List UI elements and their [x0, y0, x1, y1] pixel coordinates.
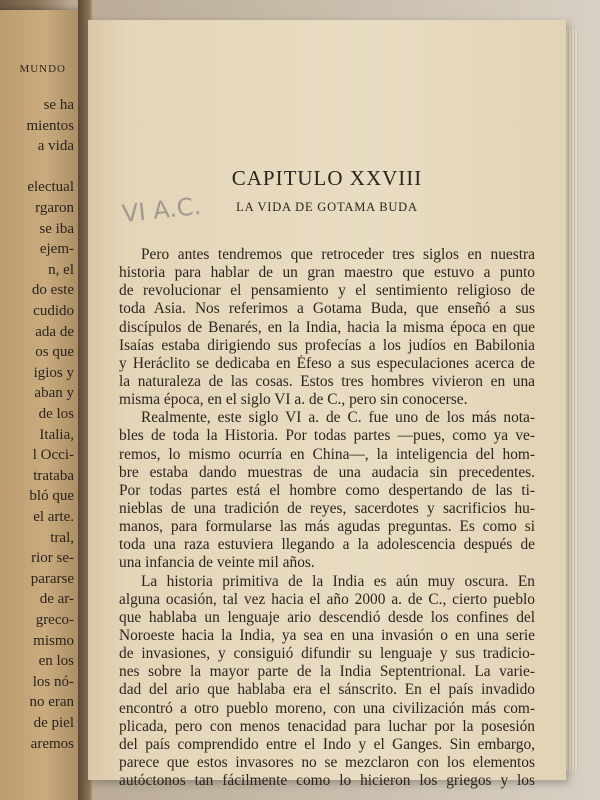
- text-line: historia para hablar de un gran maestro que estuvo a punto: [119, 264, 535, 282]
- left-page-line: de piel: [33, 715, 74, 731]
- left-page-line: igios y: [33, 364, 74, 381]
- text-line: autóctonos tan fácilmente como lo hicieron los griegos y los: [119, 772, 535, 790]
- left-page-line: de los: [38, 406, 74, 422]
- text-line: discípulos de Benarés, en la India, hacia la misma época en que: [119, 318, 535, 336]
- text-line: dad del ario que hablaba era el sánscrito. En el país invadido: [119, 681, 535, 699]
- left-page-line: de ar-: [39, 591, 74, 608]
- text-line: Por todas partes está el hombre como despertando de las ti-: [119, 481, 535, 499]
- text-line: bles de toda la Historia. Por todas partes —pues, como ya ve-: [119, 427, 535, 445]
- left-page-line: mientos: [26, 117, 74, 134]
- text-line: toda Asia. Nos referimos a Gotama Buda, que enseñó a sus: [119, 300, 535, 318]
- text-line: Realmente, este siglo VI a. de C. fue uno de los más nota-: [141, 409, 535, 427]
- text-line: nieblas de una tradición de reyes, sacerdotes y sacrificios hu-: [119, 499, 535, 517]
- left-page-line: trataba: [33, 467, 74, 484]
- handwritten-margin-note: VI A.C.: [120, 191, 203, 229]
- left-page-line: l Occi-: [32, 447, 74, 464]
- left-page-line: los nó-: [32, 673, 74, 690]
- left-page-header: MUNDO: [19, 63, 66, 75]
- left-page-line: mismo: [33, 632, 74, 649]
- text-line: plicada, pero con menos tenacidad para luchar por la posesión: [119, 717, 535, 735]
- left-page-line: se ha: [43, 97, 74, 113]
- left-page-line: se iba: [39, 220, 74, 237]
- text-line: y Heráclito se dedicaba en Éfeso a sus especulaciones acerca de: [119, 354, 535, 372]
- left-page-line: aremos: [30, 735, 74, 752]
- left-page-line: do este: [31, 282, 74, 299]
- text-line: de invasiones, y consiguió difundir su lenguaje y sus tradicio-: [119, 645, 535, 663]
- left-page-line: a vida: [37, 138, 74, 155]
- left-page-line: ejem-: [39, 241, 74, 258]
- chapter-title: CAPITULO XXVIII: [231, 166, 423, 190]
- left-page-line: tral,: [50, 529, 74, 546]
- text-line: misma época, en el siglo VI a. de C., pero sin conocerse.: [119, 391, 468, 409]
- chapter-subtitle: LA VIDA DE GOTAMA BUDA: [236, 200, 418, 214]
- left-page: [0, 10, 82, 800]
- text-line: remos, lo mismo ocurría en China—, la inteligencia del hom-: [119, 445, 535, 463]
- text-line: del país comprendido entre el Indo y el Ganges. Sin embargo,: [119, 735, 535, 753]
- left-page-line: aban y: [34, 385, 74, 402]
- text-line: Isaías estaba dirigiendo sus profecías a los judíos en Babilonia: [119, 336, 535, 354]
- left-page-line: el arte.: [33, 509, 74, 525]
- text-line: de revolucionar el pensamiento y el sentimiento religioso de: [119, 282, 535, 300]
- left-page-line: n, el: [48, 261, 74, 278]
- text-line: manos, para formularse las más agudas preguntas. Es como si: [119, 518, 535, 536]
- left-page-line: rior se-: [31, 550, 74, 567]
- body-text: [119, 246, 535, 790]
- text-line: alguna ocasión, tal vez hacia el año 2000 a. de C., cierto pueblo: [119, 590, 535, 608]
- left-page-line: pararse: [30, 570, 74, 587]
- left-page-line: electual: [27, 179, 74, 196]
- text-line: que hablaba un lenguaje ario descendió desde los confines del: [119, 608, 535, 626]
- text-line: una infancia de veinte mil años.: [119, 554, 315, 572]
- right-page: [88, 20, 566, 790]
- left-page-line: rgaron: [35, 200, 74, 216]
- text-line: nes sobre la mayor parte de la India Septentrional. La varie-: [119, 663, 535, 681]
- left-page-line: greco-: [35, 612, 74, 628]
- text-line: toda una raza estuviera llegando a la adolescencia después de: [119, 536, 535, 554]
- left-page-line: ada de: [35, 323, 74, 340]
- page-edges: [566, 30, 578, 770]
- left-page-line: os que: [35, 344, 74, 361]
- left-page-line: bló que: [29, 488, 74, 505]
- text-line: parece que estos invasores no se mezclaron con los elementos: [119, 753, 535, 771]
- text-line: Noroeste hacia la India, ya sea en una invasión o en una serie: [119, 626, 535, 644]
- left-page-line: no eran: [29, 694, 74, 711]
- left-page-line: en los: [38, 653, 74, 670]
- left-page-line: cudido: [33, 303, 74, 319]
- text-line: Pero antes tendremos que retroceder tres siglos en nuestra: [141, 246, 535, 263]
- left-page-line: Italia,: [39, 426, 74, 443]
- text-line: bre estaba dando muestras de una audacia sin precedentes.: [119, 463, 535, 481]
- text-line: La historia primitiva de la India es aún muy oscura. En: [141, 572, 535, 590]
- text-line: la naturaleza de las cosas. Estos tres hombres vivieron en una: [119, 372, 535, 390]
- text-line: encontró a otro pueblo moreno, con una civilización más com-: [119, 699, 535, 717]
